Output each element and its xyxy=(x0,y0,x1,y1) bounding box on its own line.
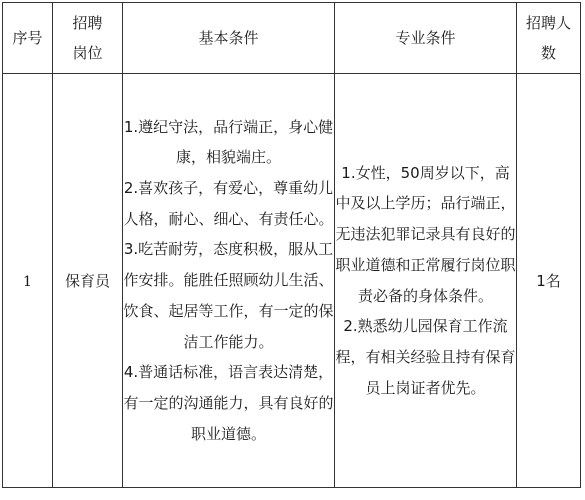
basic-condition-item: 4.普通话标准，语言表达清楚，有一定的沟通能力，具有良好的职业道德。 xyxy=(123,363,334,443)
basic-condition-item: 1.遵纪守法，品行端正，身心健康，相貌端庄。 xyxy=(123,117,334,167)
header-row xyxy=(3,3,581,74)
recruitment-table xyxy=(2,2,581,488)
header-basic-conditions: 基本条件 xyxy=(123,3,335,74)
cell-basic-conditions xyxy=(123,74,335,488)
cell-professional-conditions xyxy=(335,74,517,488)
header-post: 招聘 岗位 xyxy=(53,3,123,74)
professional-condition-item: 2.熟悉幼儿园保育工作流程，有相关经验且持有保育员上岗证者优先。 xyxy=(335,317,516,397)
cell-count: 1名 xyxy=(517,74,581,488)
header-professional-conditions: 专业条件 xyxy=(335,3,517,74)
cell-post: 保育员 xyxy=(53,74,123,488)
table-row xyxy=(3,74,581,488)
basic-condition-item: 3.吃苦耐劳，态度积极，服从工作安排。能胜任照顾幼儿生活、饮食、起居等工作，有一定的保洁工作能力。 xyxy=(123,240,334,351)
cell-seq: 1 xyxy=(3,74,53,488)
header-count: 招聘人 数 xyxy=(517,3,581,74)
basic-condition-item: 2.喜欢孩子，有爱心，尊重幼儿人格，耐心、细心、有责任心。 xyxy=(123,179,334,228)
professional-condition-item: 1.女性，50周岁以下，高中及以上学历；品行端正，无违法犯罪记录具有良好的职业道德和正常履行岗位职责必备的身体条件。 xyxy=(335,163,516,305)
header-seq: 序号 xyxy=(3,3,53,74)
